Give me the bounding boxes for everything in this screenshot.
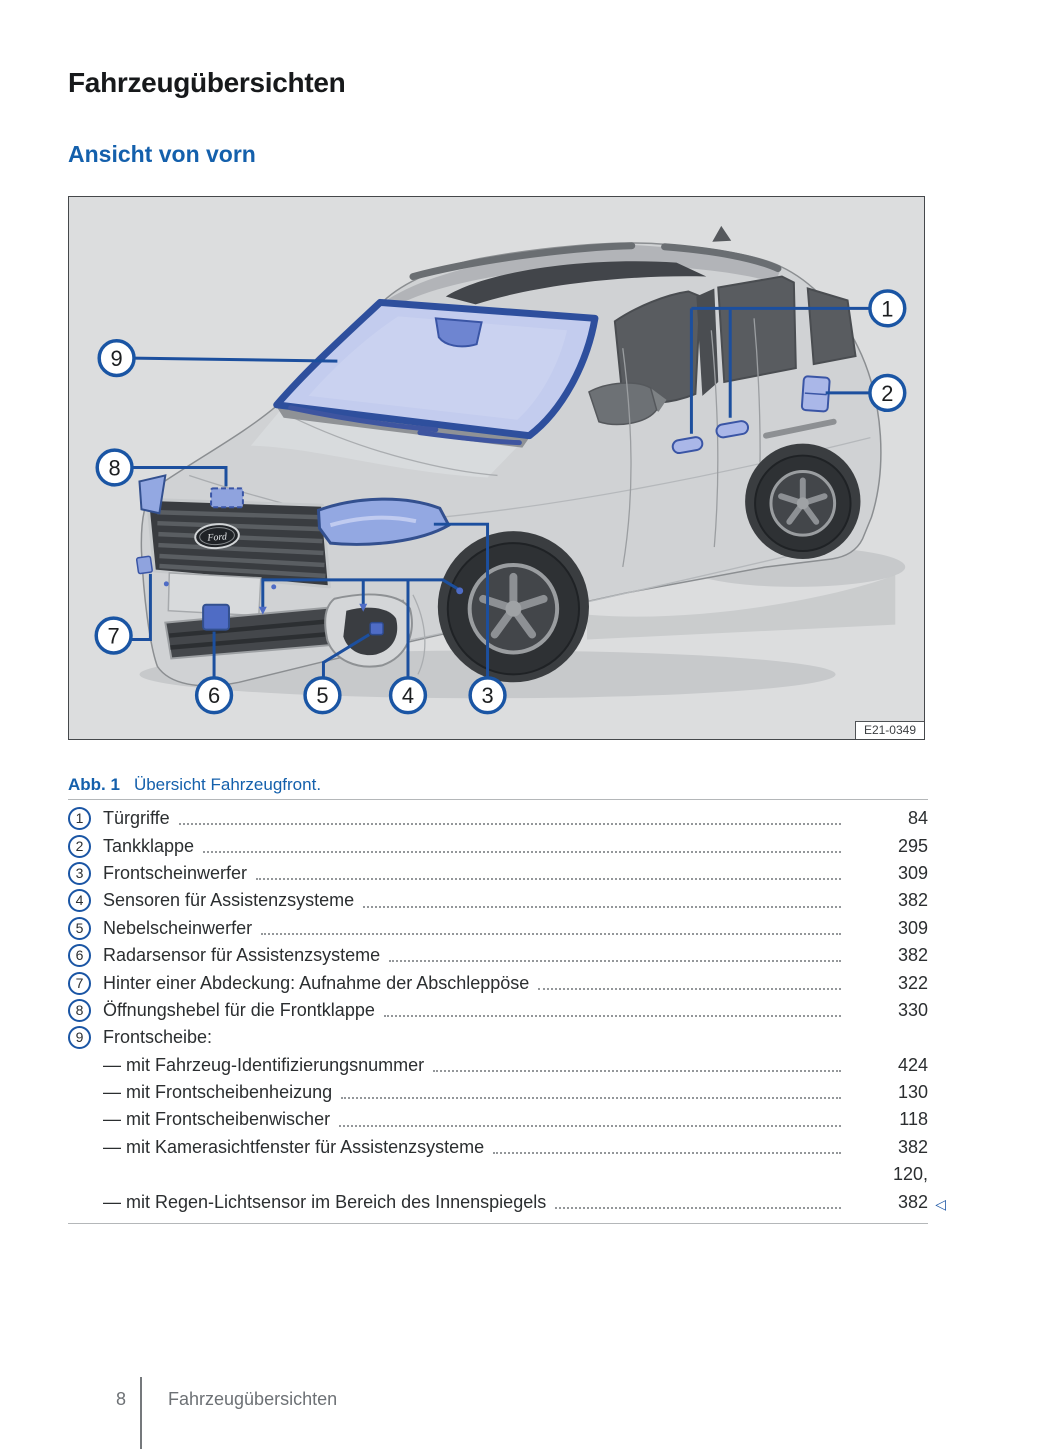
legend-item-label: Nebelscheinwerfer [103,917,253,938]
legend-item-label: Tankklappe [103,835,195,856]
legend-item-number [68,1054,91,1077]
legend-row [68,860,928,887]
legend-item-page: 295 [897,835,928,856]
legend-item-page: 382 [897,1136,928,1157]
legend-item-label: Frontscheibe: [103,1027,213,1048]
vehicle-front-figure [68,196,925,740]
legend-item-label: Hinter einer Abdeckung: Aufnahme der Abschleppöse [103,972,530,993]
legend-item-label: — mit Frontscheibenheizung [103,1082,333,1103]
legend-item-number: 7 [68,972,91,995]
section-heading: Ansicht von vorn [68,141,256,167]
callout-8: 8 [108,455,121,481]
legend-row [68,1024,928,1051]
legend-row [68,1161,928,1188]
legend-item-label: Frontscheinwerfer [103,862,248,883]
dot-leader [433,1070,841,1072]
legend-item-label: — mit Kamerasichtfenster für Assistenzsysteme [103,1136,485,1157]
legend-item-page: 382 ◁ [897,1191,946,1212]
legend-item-number: 2 [68,835,91,858]
legend-item-label: — mit Fahrzeug-Identifizierungsnummer [103,1054,425,1075]
legend-item-page: 330 [897,999,928,1020]
legend-row [68,1079,928,1106]
svg-text:Ford: Ford [207,531,228,544]
legend-row [68,1106,928,1133]
legend-list [68,799,946,1224]
legend-item-number: 6 [68,944,91,967]
legend-item-page: 309 [897,917,928,938]
page-title: Fahrzeugübersichten [68,67,346,98]
footer-chapter-title: Fahrzeugübersichten [168,1389,338,1409]
legend-item-page: 118 [899,1109,928,1130]
fuel-door-highlight [802,376,830,412]
legend-item-number: 5 [68,917,91,940]
legend-item-page: 120, [892,1164,928,1185]
callout-4: 4 [401,683,415,709]
figure-caption-text: Übersicht Fahrzeugfront. [133,775,322,794]
legend-row [68,969,928,996]
callout-1: 1 [881,296,894,322]
antenna-fin-icon [712,226,731,242]
callout-7: 7 [107,623,120,649]
front-wheel [438,531,589,682]
dot-leader [203,851,841,853]
dot-leader [261,933,841,935]
footer-divider [140,1377,142,1449]
dot-leader [555,1207,841,1209]
dot-leader [389,960,841,962]
dot-leader [341,1097,841,1099]
legend-item-number: 8 [68,999,91,1022]
legend-item-number [68,1191,91,1214]
legend-item-page: 130 [897,1082,928,1103]
page-footer [0,1377,1056,1449]
legend-item-page: 322 [897,972,928,993]
legend-item-number [68,1163,91,1186]
hood-release-highlight [211,488,243,507]
dot-leader [363,906,841,908]
legend-item-page: 382 [897,945,928,966]
figure-caption-label: Abb. 1 [68,775,120,794]
legend-row [68,1052,928,1079]
figure-caption [68,774,321,795]
dot-leader [384,1015,841,1017]
fog-lamp-sensor-highlight [370,623,383,635]
callout-5: 5 [316,683,329,709]
legend-item-number [68,1081,91,1104]
legend-item-label: Radarsensor für Assistenzsysteme [103,945,381,966]
section-end-icon: ◁ [935,1195,946,1212]
radar-sensor-highlight [203,605,229,630]
legend-item-page: 309 [897,862,928,883]
legend-item-label: Sensoren für Assistenzsysteme [103,890,355,911]
callout-2: 2 [881,380,894,406]
dot-leader [339,1125,841,1127]
figure-code-label: E21-0349 [855,721,924,739]
legend-item-label: Öffnungshebel für die Frontklappe [103,999,375,1020]
footer-page-number: 8 [115,1389,126,1409]
callout-3: 3 [481,683,494,709]
legend-row [68,887,928,914]
dot-leader [493,1152,841,1154]
rear-wheel [745,444,860,559]
dot-leader [256,878,841,880]
legend-row [68,1134,928,1161]
legend-item-page: 84 [907,808,928,829]
vehicle-front-illustration [69,197,923,738]
callout-6: 6 [207,683,221,709]
legend-item-number: 4 [68,889,91,912]
legend-item-label: — mit Regen-Lichtsensor im Bereich des Innenspiegels [103,1191,547,1212]
legend-item-label: Türgriffe [103,808,170,829]
legend-item-number: 3 [68,862,91,885]
legend-row [68,832,928,859]
legend-item-number: 9 [68,1026,91,1049]
legend-item-number: 1 [68,807,91,830]
legend-row [68,942,928,969]
legend-item-number [68,1108,91,1131]
legend-item-number [68,1136,91,1159]
callout-9: 9 [110,346,123,372]
dot-leader [538,988,841,990]
legend-item-label: — mit Frontscheibenwischer [103,1109,331,1130]
tow-eye-cover-highlight [136,556,152,574]
legend-row [68,1188,946,1215]
legend-item-page: 382 [897,890,928,911]
legend-row [68,915,928,942]
dot-leader [179,823,841,825]
mirror-mount [436,318,482,346]
legend-row [68,997,928,1024]
legend-row [68,805,928,832]
legend-item-page: 424 [897,1054,928,1075]
